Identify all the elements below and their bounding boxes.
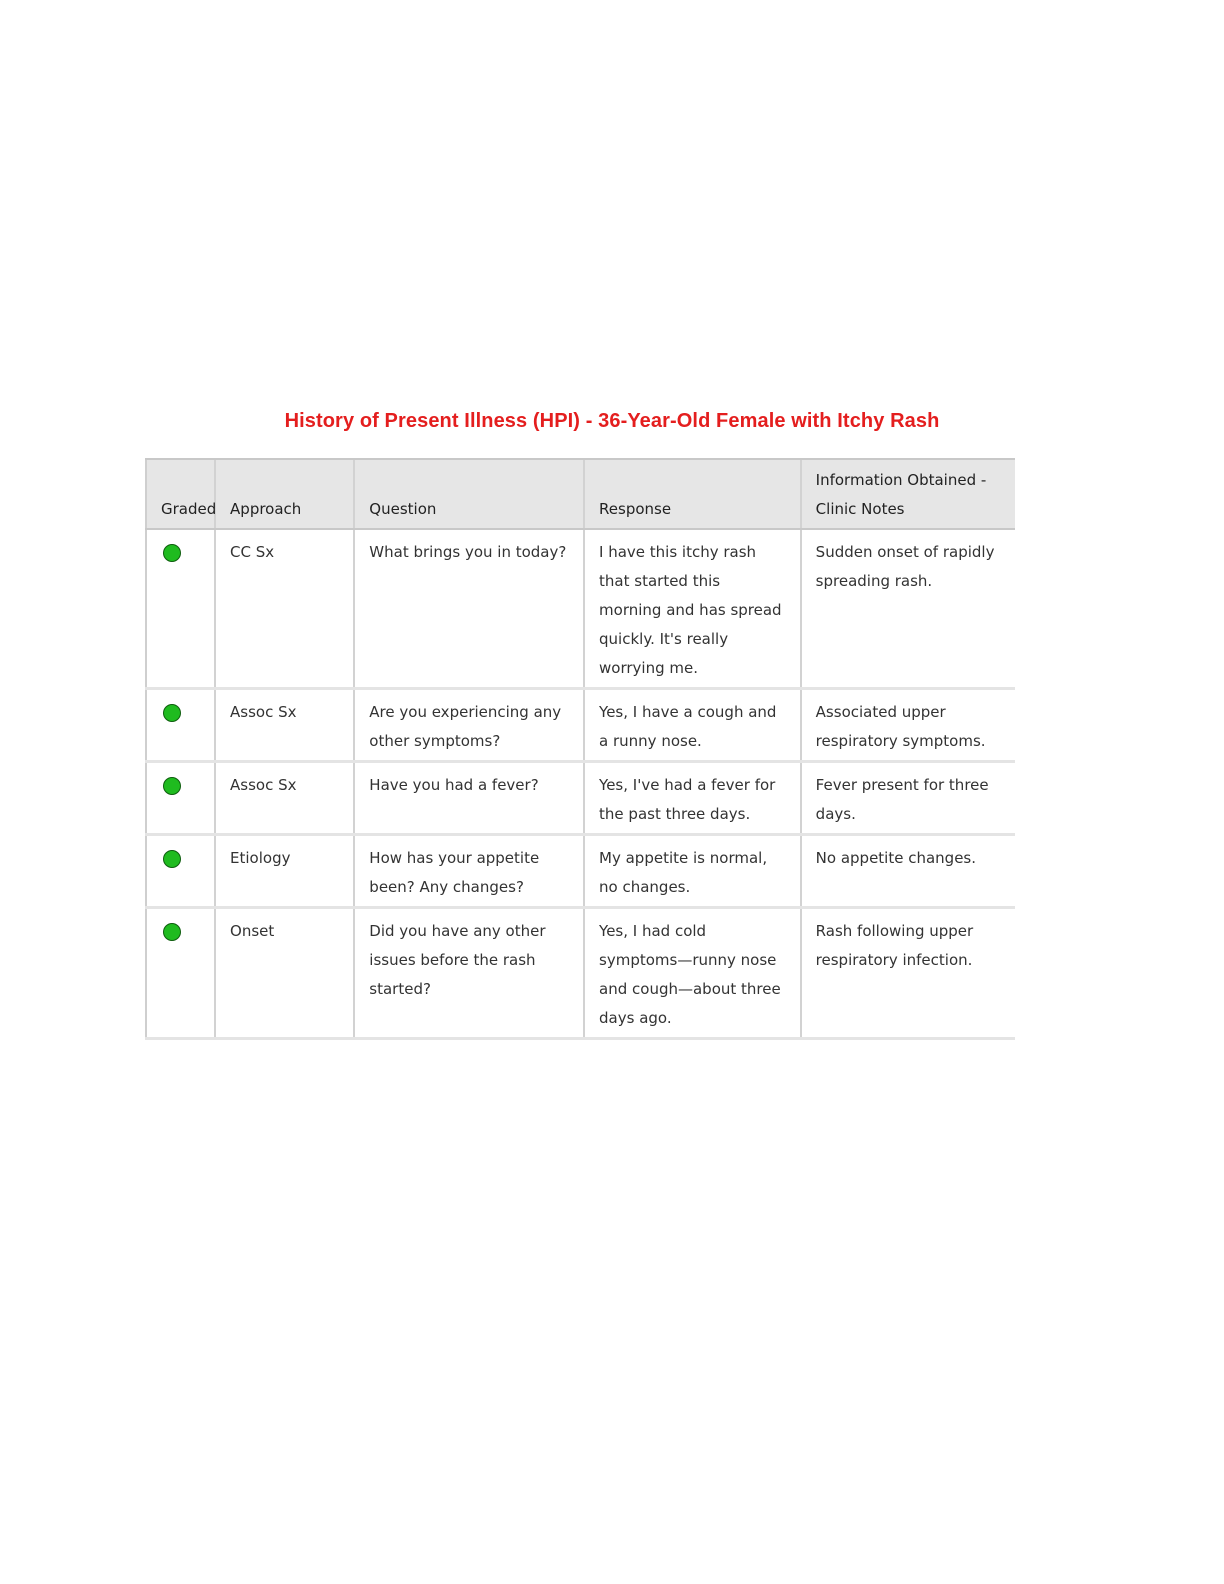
header-approach: Approach — [215, 459, 354, 529]
approach-cell: Assoc Sx — [215, 689, 354, 762]
graded-cell — [146, 689, 215, 762]
question-cell: What brings you in today? — [354, 529, 584, 689]
table-row — [146, 529, 1015, 689]
info-cell: Associated upper respiratory symptoms. — [801, 689, 1015, 762]
table-row — [146, 908, 1015, 1039]
response-cell: Yes, I have a cough and a runny nose. — [584, 689, 801, 762]
question-cell: Are you experiencing any other symptoms? — [354, 689, 584, 762]
table-row — [146, 689, 1015, 762]
approach-cell: Onset — [215, 908, 354, 1039]
response-cell: I have this itchy rash that started this morning and has spread quickly. It's really worrying me. — [584, 529, 801, 689]
info-cell: Fever present for three days. — [801, 762, 1015, 835]
graded-cell — [146, 908, 215, 1039]
header-info: Information Obtained - Clinic Notes — [801, 459, 1015, 529]
response-cell: My appetite is normal, no changes. — [584, 835, 801, 908]
green-circle-icon — [163, 704, 181, 722]
info-cell: Sudden onset of rapidly spreading rash. — [801, 529, 1015, 689]
response-cell: Yes, I had cold symptoms—runny nose and cough—about three days ago. — [584, 908, 801, 1039]
hpi-table — [145, 458, 1015, 1040]
header-graded: Graded — [146, 459, 215, 529]
info-cell: No appetite changes. — [801, 835, 1015, 908]
header-response: Response — [584, 459, 801, 529]
approach-cell: Assoc Sx — [215, 762, 354, 835]
green-circle-icon — [163, 850, 181, 868]
graded-cell — [146, 835, 215, 908]
green-circle-icon — [163, 544, 181, 562]
green-circle-icon — [163, 923, 181, 941]
page-title: History of Present Illness (HPI) - 36-Year-Old Female with Itchy Rash — [284, 410, 940, 432]
graded-cell — [146, 762, 215, 835]
question-cell: Did you have any other issues before the rash started? — [354, 908, 584, 1039]
question-cell: Have you had a fever? — [354, 762, 584, 835]
approach-cell: Etiology — [215, 835, 354, 908]
question-cell: How has your appetite been? Any changes? — [354, 835, 584, 908]
green-circle-icon — [163, 777, 181, 795]
header-question: Question — [354, 459, 584, 529]
table-header-row — [146, 459, 1015, 529]
graded-cell — [146, 529, 215, 689]
table-row — [146, 762, 1015, 835]
approach-cell: CC Sx — [215, 529, 354, 689]
table-row — [146, 835, 1015, 908]
response-cell: Yes, I've had a fever for the past three days. — [584, 762, 801, 835]
info-cell: Rash following upper respiratory infection. — [801, 908, 1015, 1039]
